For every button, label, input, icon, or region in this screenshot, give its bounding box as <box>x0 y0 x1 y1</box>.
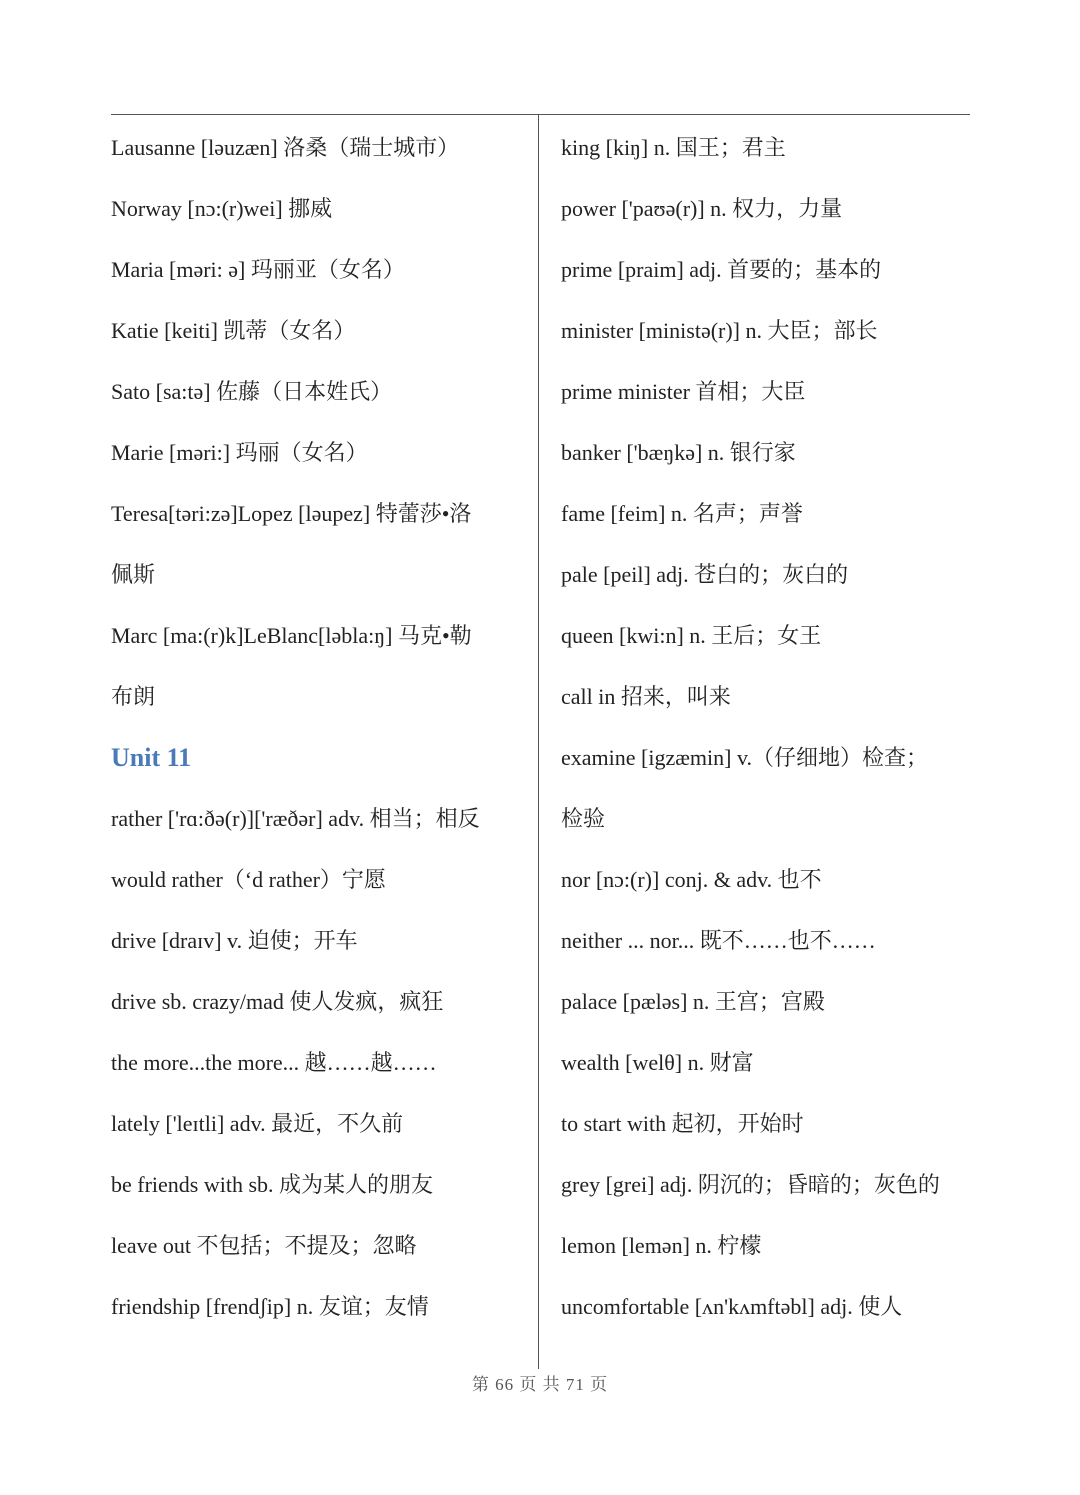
vocab-entry: Marie [məri:] 玛丽（女名） <box>111 440 368 465</box>
vocab-entry: minister [ministə(r)] n. 大臣；部长 <box>561 318 878 343</box>
vocab-entry: wealth [welθ] n. 财富 <box>561 1050 754 1075</box>
vocab-entry: uncomfortable [ʌn'kʌmftəbl] adj. 使人 <box>561 1294 903 1319</box>
vocab-entry: examine [igzæmin] v.（仔细地）检查； <box>561 745 929 770</box>
vocab-entry: king [kiŋ] n. 国王；君主 <box>561 135 786 160</box>
vocab-entry: Marc [ma:(r)k]LeBlanc[ləbla:ŋ] 马克•勒 <box>111 623 472 648</box>
vocab-entry: Norway [nɔ:(r)wei] 挪威 <box>111 196 333 221</box>
vocab-entry: friendship [frendʃip] n. 友谊；友情 <box>111 1294 429 1319</box>
vocab-entry: palace [pæləs] n. 王宫；宫殿 <box>561 989 825 1014</box>
page-footer: 第 66 页 共 71 页 <box>471 1375 609 1394</box>
left-column <box>111 117 526 1337</box>
vocab-entry: 检验 <box>561 806 606 831</box>
vocab-entry: power ['paʊə(r)] n. 权力，力量 <box>561 196 843 221</box>
vocab-entry: Sato [sa:tə] 佐藤（日本姓氏） <box>111 379 393 404</box>
vocab-entry: Katie [keiti] 凯蒂（女名） <box>111 318 356 343</box>
vocab-entry: grey [grei] adj. 阴沉的；昏暗的；灰色的 <box>561 1172 940 1197</box>
vocab-entry: to start with 起初，开始时 <box>561 1111 804 1136</box>
vocab-entry: nor [nɔ:(r)] conj. & adv. 也不 <box>561 867 822 892</box>
vocab-entry: would rather（‘d rather）宁愿 <box>111 867 386 892</box>
vocab-entry: prime [praim] adj. 首要的；基本的 <box>561 257 882 282</box>
vocab-entry: call in 招来，叫来 <box>561 684 731 709</box>
right-column <box>561 117 981 1337</box>
vocab-entry: Lausanne [ləuzæn] 洛桑（瑞士城市） <box>111 135 460 160</box>
vocab-entry: Teresa[təri:zə]Lopez [ləupez] 特蕾莎•洛 <box>111 501 472 526</box>
vocab-entry: queen [kwi:n] n. 王后；女王 <box>561 623 822 648</box>
vocab-entry: lately ['leɪtli] adv. 最近，不久前 <box>111 1111 404 1136</box>
vocab-entry: drive sb. crazy/mad 使人发疯，疯狂 <box>111 989 444 1014</box>
vocab-entry: lemon [lemən] n. 柠檬 <box>561 1233 762 1258</box>
vocab-entry: the more...the more... 越……越…… <box>111 1050 437 1075</box>
vocab-entry: 布朗 <box>111 684 156 709</box>
top-rule <box>111 114 970 115</box>
vocab-entry: drive [draɪv] v. 迫使；开车 <box>111 928 358 953</box>
vocab-entry: pale [peil] adj. 苍白的；灰白的 <box>561 562 849 587</box>
column-divider <box>538 114 539 1369</box>
vocab-entry: banker ['bæŋkə] n. 银行家 <box>561 440 796 465</box>
vocab-entry: fame [feim] n. 名声；声誉 <box>561 501 803 526</box>
vocab-entry: Maria [məri: ə] 玛丽亚（女名） <box>111 257 405 282</box>
unit-heading: Unit 11 <box>111 743 192 772</box>
vocab-entry: neither ... nor... 既不……也不…… <box>561 928 876 953</box>
vocab-entry: leave out 不包括；不提及；忽略 <box>111 1233 417 1258</box>
vocab-entry: rather ['rɑ:ðə(r)]['ræðər] adv. 相当；相反 <box>111 806 480 831</box>
vocab-entry: 佩斯 <box>111 562 156 587</box>
vocab-entry: be friends with sb. 成为某人的朋友 <box>111 1172 434 1197</box>
vocab-entry: prime minister 首相；大臣 <box>561 379 806 404</box>
